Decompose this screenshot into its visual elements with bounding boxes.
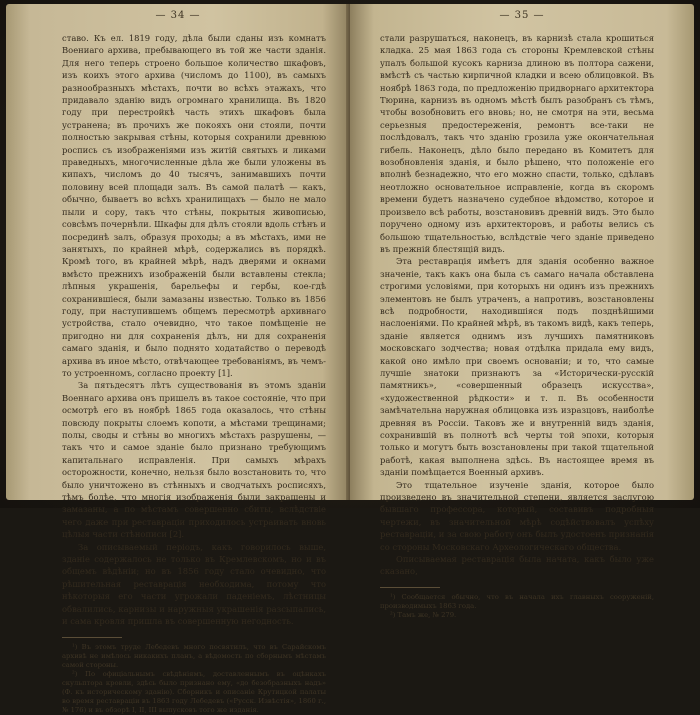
left-page-body	[62, 32, 326, 714]
left-page	[6, 4, 350, 714]
right-page	[350, 4, 694, 619]
right-footnote-1: ¹) Сообщается обычно, что въ начала ихъ главныхъ сооруженій, производимыхъ 1863 года.	[380, 592, 654, 610]
right-paragraph-2: Эта реставрація имѣетъ для зданія особенно важное значеніе, такъ какъ она была съ самаго начала обставлена строгими условіями, при которыхъ ни одинъ изъ прежнихъ элементовъ не былъ утраченъ, а напротивъ, возстановлены всѣ подробности, находившіяся подъ позднѣйшими наслоеніями. По крайней мѣрѣ, въ такомъ видѣ, какъ теперь, зданіе является однимъ изъ лучшихъ памятниковъ московскаго зодчества; новая отдѣлка придала ему видъ, какой оно имѣло при своемъ основаніи; и то, что самые лучшіе знатоки признаютъ за «Исторически-русскій памятникъ», «совершенный образецъ искусства», «художественной рѣдкости» и т. п. Въ особенности замѣчательна наружная облицовка изъ изразцовъ, наиболѣе древняя въ Россіи. Таковъ же и внутренній видъ зданія, сохранившій въ полнотѣ всѣ черты той эпохи, которыя только и могутъ быть возстановлены при такой тщательной работѣ, какая выполнена здѣсь. Въ настоящее время въ зданіи помѣщается Военный архивъ.	[380, 256, 654, 478]
right-footnote-2: ²) Тамъ же, № 279.	[390, 610, 457, 619]
left-footnote-2: ²) По офиціальнымъ свѣдѣніямъ, доставленнымъ въ оцѣнкахъ скульптора кровли, здѣсь было признано ему, «до безобразныхъ надъ» (Ф. къ историческому зданію). Сборникъ и описаніе Крутицкой палаты во время реставраціи въ 1863 году Лебедевъ («Русск. Извѣстія», 1860 г., № 176) и въ обзорѣ I, II, III выпусковъ того же изданія.	[62, 669, 326, 714]
left-footnote-rule	[62, 637, 122, 638]
left-paragraph-2: За пятьдесятъ лѣтъ существованія въ этомъ зданіи Военнаго архива онъ пришелъ въ такое состояніе, что при осмотрѣ его въ ноябрѣ 1865 года оказалось, что стѣны повсюду покрыты слоемъ копоти, а мѣстами трещинами; полы, своды и стѣны во многихъ мѣстахъ разрушены, — такъ что и самое зданіе было признано требующимъ капитальнаго исправленія. При самыхъ мѣрахъ осторожности, конечно, нельзя было возстановить то, что было уничтожено въ стѣнныхъ и сводчатыхъ росписяхъ, тѣмъ болѣе, что многія изображенія были закрашены и замазаны, а по мѣстамъ совершенно сбиты, вслѣдствіе чего даже при реставраціи приходилось устраивать вновь цѣлыя части стѣнописи [2].	[62, 380, 326, 540]
left-paragraph-3: За описываемый періодъ, какъ говорилось выше, зданіе содержалось не только въ Кремлевскомъ, но и въ общемъ вѣдѣніи; но въ 1856 году стало очевидно, что рѣшительная реставрація необходима, потому что нѣкоторыя его части угрожали паденіемъ, лѣстницы обвалились, карнизы и наружныя украшенія разсыпались, и сама кровля пришла въ совершенную негодность.	[62, 541, 326, 627]
right-page-number: — 35 —	[499, 10, 545, 21]
left-footnote-1: ¹) Въ этомъ труде Лебедевъ много посвятилъ, что въ Сарайскомъ архивѣ не имѣлось никакихъ планъ, а вѣдомость по сборнымъ мѣстамъ самой стороны.	[62, 642, 326, 669]
right-footnote-rule	[380, 587, 440, 588]
left-paragraph-1: ставо. Къ ел. 1819 году, дѣла были сданы изъ комнатъ Воениаго архива, пребывающего въ той же части зданія. Для него теперь строено большое количество шкафовъ, изъ коихъ этого архива (числомъ до 1100), въ самыхъ разнообразныхъ мѣстахъ, почти во всѣхъ этажахъ, что придавало зданію видъ огромнаго хранилища. Въ 1820 году при перестройкѣ часть этихъ шкафовъ была устранена; въ прочихъ же покояхъ они стояли, почти полностью закрывая стѣны, которыя сохранили древнюю роспись съ изображеніями изъ житій святыхъ и ликами праведныхъ, многочисленные дѣла же были уложены въ кипахъ, числомъ до 40 тысячъ, занимавшихъ почти половину всей площади залъ. Въ самой палатѣ — какъ, обычно, бываетъ во всѣхъ хранилищахъ — было не мало пыли и сору, такъ что стѣны, покрытыя живописью, совсѣмъ почернѣли. Шкафы для дѣлъ стояли вдоль стѣнъ и посрединѣ залъ, образуя проходы; а въ мѣстахъ, ими не занятыхъ, по крайней мѣрѣ, содержались въ порядкѣ. Кромѣ того, въ крайней мѣрѣ, надъ дверями и окнами вмѣсто прежнихъ изображеній были вставлены стекла; лѣпныя украшенія, барельефы и гербы, кое-гдѣ сохранившіеся, были замазаны известью. Только въ 1856 году, при наступившемъ общемъ пересмотрѣ архивнаго устройства, стало очевидно, что такое помѣщеніе не пригодно ни для сохраненія дѣлъ, ни для сохраненія самаго зданія, и было поднято ходатайство о переводѣ архива въ иное мѣсто, отвѣчающее требованіямъ, въ чемъ-то устроенномъ, согласно проекту [1].	[62, 33, 326, 378]
right-paragraph-1: стали разрушаться, наконецъ, въ карнизѣ стала крошиться кладка. 25 мая 1863 года съ стороны Кремлевской стѣны упалъ большой кусокъ карниза длиною въ полтора сажени, вмѣстѣ съ частью кирпичной кладки и всею облицовкой. Въ ноябрѣ 1863 года, по предложенію придворнаго архитектора Тюрина, карнизъ въ одномъ мѣстѣ былъ разобранъ съ тѣмъ, чтобы возобновить его вновь; но, не смотря на эти, весьма серьезныя предостереженія, ремонтъ все-таки не послѣдовалъ, такъ что зданію грозила уже окончательная гибель. Наконецъ, дѣло было передано въ Комитетъ для возобновленія зданія, и было рѣшено, что положеніе его вполнѣ безнадежно, что его можно спасти, только, сдѣлавъ неотложно основательное исправленіе, когда въ скоромъ времени будетъ назначено судебное вѣдомство, которое и произвело всѣ работы, возстановивъ древній видъ. Это было поручено одному изъ архитекторовъ, и работы велись съ большою тщательностью, вслѣдствіе чего зданіе приведено въ прежній блестящій видъ.	[380, 33, 654, 254]
right-paragraph-3: Это тщательное изученіе зданія, которое было произведено въ значительной степени, является заслугою бывшаго профессора, который, составивъ подробныя чертежи, въ значительной мѣрѣ содѣйствовалъ успѣху реставраціи, и за свою работу онъ былъ удостоенъ признанія со стороны Московскаго Археологическаго общества.	[380, 479, 654, 552]
right-page-body	[380, 32, 654, 619]
right-paragraph-4: Описываемая реставрація была начата, какъ было уже сказано,	[380, 554, 654, 577]
left-page-number: — 34 —	[155, 10, 201, 21]
